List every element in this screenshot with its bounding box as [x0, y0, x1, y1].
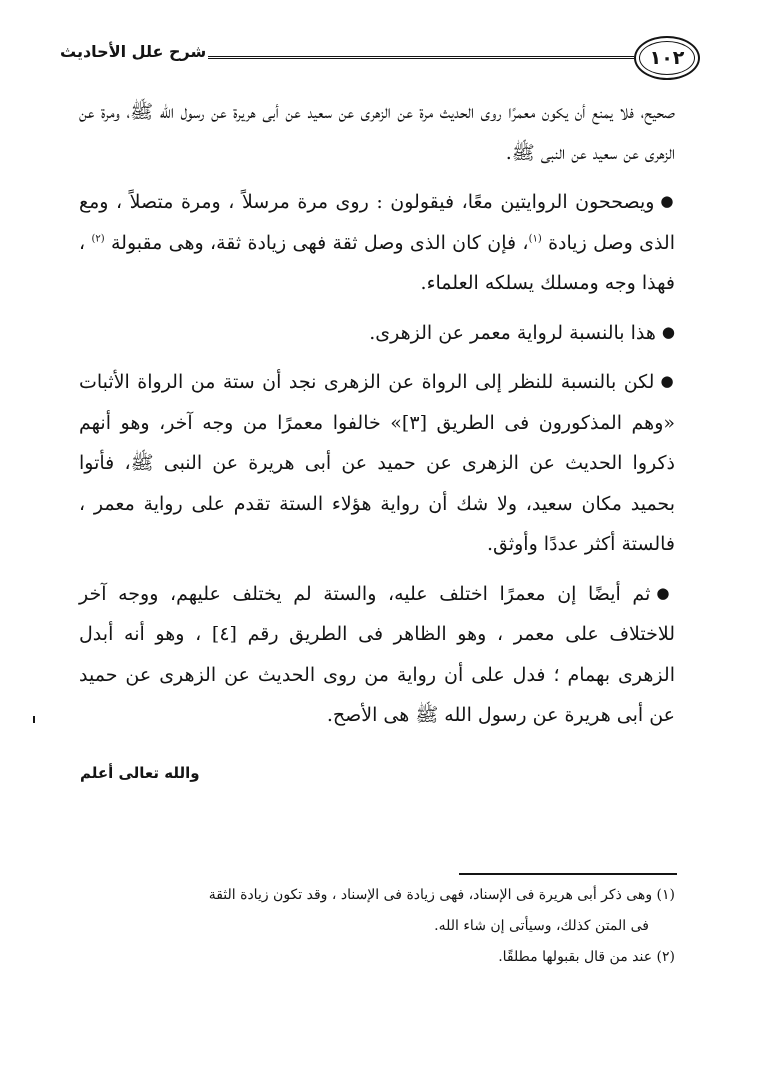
page-number-badge — [634, 36, 700, 80]
paragraph-5: ●ثم أيضًا إن معمرًا اختلف عليه، والستة لم يختلف عليهم، ووجه آخر للاختلاف على معمر ، وهو الظاهر فى الطريق رقم [٤] ، وهو أنه أبدل الزهرى بهمام ؛ فدل على أن رواية من روى الحديث عن الزهرى عن حميد عن أبى هريرة عن رسول الله ﷺ هى الأصح. — [79, 582, 675, 726]
page-number: ١٠٢ — [649, 47, 685, 69]
footnote-ref-2[interactable]: (٢) — [91, 233, 105, 245]
main-text — [79, 92, 675, 744]
bullet-icon: ● — [660, 372, 675, 390]
bullet-icon: ● — [656, 583, 675, 602]
footnote-separator — [459, 873, 677, 875]
bullet-icon: ● — [661, 322, 675, 341]
header-rule — [208, 56, 634, 59]
margin-mark — [33, 716, 35, 723]
bullet-icon: ● — [660, 192, 675, 210]
closing-phrase: والله تعالى أعلم — [80, 764, 200, 782]
footnote-marker: (١) — [656, 887, 675, 903]
paragraph-3: ●هذا بالنسبة لرواية معمر عن الزهرى. — [369, 321, 675, 344]
paragraph-4: ●لكن بالنسبة للنظر إلى الرواة عن الزهرى نجد أن ستة من الرواة الأثبات «وهم المذكورون فى الطريق [٣]» خالفوا معمرًا من وجه آخر، وهو أنهم ذكروا الحديث عن الزهرى عن حميد عن أبى هريرة عن النبى ﷺ، فأتوا بحميد مكان سعيد، ولا شك أن رواية هؤلاء الستة تقدم على رواية معمر ، فالستة أكثر عددًا وأوثق. — [79, 371, 675, 555]
page-header — [60, 34, 700, 84]
footnote-2: (٢) عند من قال بقبولها مطلقًا. — [498, 949, 675, 965]
footnote-marker: (٢) — [656, 949, 675, 965]
footnote-1: (١) وهى ذكر أبى هريرة فى الإسناد، فهى زيادة فى الإسناد ، وقد تكون زيادة الثقة — [208, 887, 675, 903]
paragraph-1: صحيح، فلا يمنع أن يكون معمرًا روى الحديث مرة عن الزهرى عن سعيد عن أبى هريرة عن رسول الله ﷺ، ومرة عن الزهرى عن سعيد عن النبى ﷺ. — [79, 101, 675, 164]
footnote-ref-1[interactable]: (١) — [528, 233, 542, 245]
running-title: شرح علل الأحاديث — [60, 42, 207, 61]
footnote-1-continued: فى المتن كذلك، وسيأتى إن شاء الله. — [434, 918, 649, 934]
footnotes — [75, 880, 675, 973]
paragraph-2: ●ويصححون الروايتين معًا، فيقولون : روى مرة مرسلاً ، ومرة متصلاً ، ومع الذى وصل زيادة $^{(١)}$، فإن كان الذى وصل ثقة فهى زيادة ثقة، وهى مقبولة $^{(٢)}$ ، فهذا وجه ومسلك يسلكه العلماء. — [79, 191, 676, 294]
